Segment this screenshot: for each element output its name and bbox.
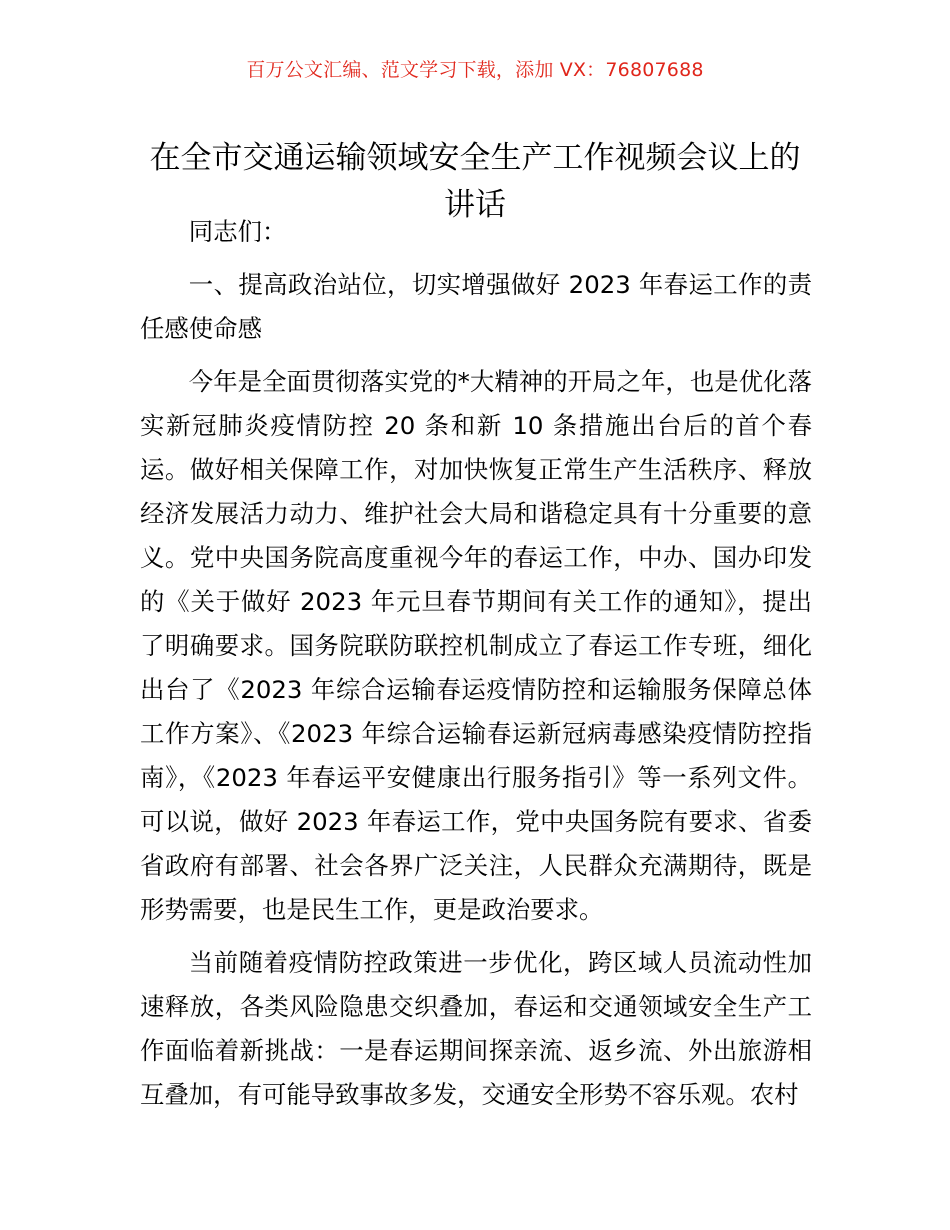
document-body [140, 210, 812, 1117]
body-paragraph: 当前随着疫情防控政策进一步优化，跨区域人员流动性加速释放，各类风险隐患交织叠加，春运和交通领域安全生产工作面临着新挑战：一是春运期间探亲流、返乡流、外出旅游相互叠加，有可能导致事故多发，交通安全形势不容乐观。农村 [140, 948, 812, 1109]
salutation: 同志们： [188, 217, 287, 246]
body-paragraph: 今年是全面贯彻落实党的*大精神的开局之年，也是优化落实新冠肺炎疫情防控 20 条和新 10 条措施出台后的首个春运。做好相关保障工作，对加快恢复正常生产生活秩序、释放经济发展活力动力、维护社会大局和谐稳定具有十分重要的意义。党中央国务院高度重视今年的春运工作，中办、国办印发的《关于做好 2023 年元旦春节期间有关工作的通知》，提出了明确要求。国务院联防联控机制成立了春运工作专班，细化出台了《2023 年综合运输春运疫情防控和运输服务保障总体工作方案》、《2023 年综合运输春运新冠病毒感染疫情防控指南》，《2023 年春运平安健康出行服务指引》等一系列文件。可以说，做好 2023 年春运工作，党中央国务院有要求、省委省政府有部署、社会各界广泛关注，人民群众充满期待，既是形势需要，也是民生工作，更是政治要求。 [140, 367, 812, 924]
document-title: 在全市交通运输领域安全生产工作视频会议上的讲话 [149, 139, 801, 223]
header-watermark-note: 百万公文汇编、范文学习下载，添加 VX：76807688 [246, 59, 704, 81]
section-heading: 一、提高政治站位，切实增强做好 2023 年春运工作的责任感使命感 [140, 270, 812, 343]
